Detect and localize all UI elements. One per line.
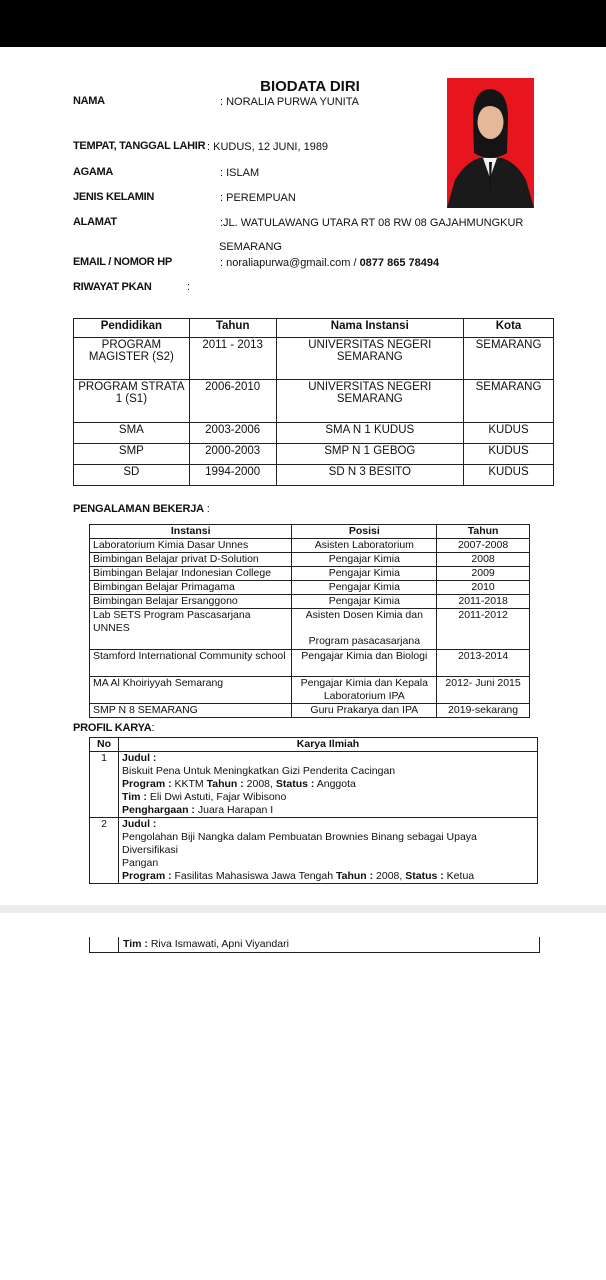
karya-program: Fasilitas Mahasiswa Jawa Tengah: [171, 870, 336, 882]
table-row: [74, 465, 554, 486]
edu-cell: 2003-2006: [189, 423, 276, 444]
header-tahun: Tahun: [189, 319, 276, 338]
karya-detail: [119, 818, 538, 884]
work-cell: Lab SETS Program Pascasarjana UNNES: [90, 609, 292, 650]
header-nama-instansi: Nama Instansi: [276, 319, 464, 338]
work-cell: Guru Prakarya dan IPA: [292, 704, 437, 718]
education-table: [73, 318, 554, 486]
work-header-row: [90, 525, 530, 539]
header-tahun: Tahun: [437, 525, 530, 539]
work-cell: Bimbingan Belajar Primagama: [90, 581, 292, 595]
phone-number: 0877 865 78494: [359, 257, 440, 269]
work-cell: Pengajar Kimia: [292, 595, 437, 609]
edu-cell: KUDUS: [464, 423, 554, 444]
karya-tahun: 2008,: [373, 870, 406, 882]
table-row: [90, 595, 530, 609]
tahun-label: Tahun :: [206, 778, 244, 790]
column-divider: [118, 937, 119, 952]
table-row: [74, 444, 554, 465]
table-row: [90, 567, 530, 581]
nama-value: : NORALIA PURWA YUNITA: [220, 96, 359, 108]
table-row: [74, 423, 554, 444]
jenis-kelamin-label: JENIS KELAMIN: [73, 191, 155, 203]
profile-photo: [447, 78, 534, 208]
work-title-colon: :: [203, 503, 210, 515]
edu-cell: SMP: [74, 444, 190, 465]
karya-section-title: [73, 722, 154, 734]
email-text: : noraliapurwa@gmail.com /: [220, 257, 360, 269]
edu-cell: 2011 - 2013: [189, 338, 276, 380]
page-title: BIODATA DIRI: [260, 78, 360, 95]
karya-status: Ketua: [443, 870, 475, 882]
table-row: [90, 650, 530, 677]
edu-cell: SMP N 1 GEBOG: [276, 444, 464, 465]
ttl-value: : KUDUS, 12 JUNI, 1989: [207, 141, 329, 153]
work-cell: 2011-2018: [437, 595, 530, 609]
work-cell: MA Al Khoiriyyah Semarang: [90, 677, 292, 704]
work-cell: Bimbingan Belajar privat D-Solution: [90, 553, 292, 567]
alamat-value: :JL. WATULAWANG UTARA RT 08 RW 08 GAJAHMUNGKUR: [220, 217, 524, 229]
table-row: [90, 553, 530, 567]
judul-label: Judul :: [122, 818, 157, 830]
work-cell: 2011-2012: [437, 609, 530, 650]
work-cell: [292, 609, 437, 650]
agama-label: AGAMA: [73, 166, 114, 178]
edu-cell: 1994-2000: [189, 465, 276, 486]
work-cell: 2012- Juni 2015: [437, 677, 530, 704]
header-posisi: Posisi: [292, 525, 437, 539]
work-cell: Stamford International Community school: [90, 650, 292, 677]
riwayat-pkan-label: RIWAYAT PKAN: [73, 281, 152, 293]
karya-continuation-row: [89, 937, 540, 953]
penghargaan-label: Penghargaan :: [122, 804, 195, 816]
tahun-label: Tahun :: [335, 870, 374, 882]
karya-table: [89, 737, 538, 884]
document-page-1: [0, 47, 606, 905]
karya-tim: Riva Ismawati, Apni Viyandari: [147, 938, 289, 950]
work-cell: Pengajar Kimia: [292, 553, 437, 567]
judul-label: Judul :: [122, 752, 157, 764]
status-bar: [0, 0, 606, 47]
work-cell-line1: Asisten Dosen Kimia dan: [305, 609, 423, 621]
program-label: Program :: [122, 778, 172, 790]
education-header-row: [74, 319, 554, 338]
jenis-kelamin-value: : PEREMPUAN: [220, 192, 296, 204]
edu-cell: 2006-2010: [189, 380, 276, 423]
work-cell: SMP N 8 SEMARANG: [90, 704, 292, 718]
karya-title-text: PROFIL KARYA: [73, 722, 152, 734]
work-cell: Asisten Laboratorium: [292, 539, 437, 553]
karya-detail: [119, 752, 538, 818]
edu-cell: PROGRAM STRATA 1 (S1): [74, 380, 190, 423]
work-cell: 2009: [437, 567, 530, 581]
edu-cell: SMA N 1 KUDUS: [276, 423, 464, 444]
edu-cell: SEMARANG: [464, 380, 554, 423]
edu-cell: KUDUS: [464, 444, 554, 465]
karya-tim: Eli Dwi Astuti, Fajar Wibisono: [146, 791, 287, 803]
karya-no: 2: [90, 818, 119, 884]
edu-cell: UNIVERSITAS NEGERI SEMARANG: [276, 338, 464, 380]
work-cell: 2010: [437, 581, 530, 595]
work-cell: Pengajar Kimia dan Kepala Laboratorium IPA: [292, 677, 437, 704]
nama-label: NAMA: [73, 95, 105, 107]
edu-cell: 2000-2003: [189, 444, 276, 465]
work-table: [89, 524, 530, 718]
karya-judul: Biskuit Pena Untuk Meningkatkan Gizi Penderita Cacingan: [122, 765, 396, 777]
page-separator: [0, 905, 606, 913]
work-cell: 2007-2008: [437, 539, 530, 553]
tim-label: Tim :: [123, 938, 148, 950]
tim-label: Tim :: [122, 791, 147, 803]
work-cell: Bimbingan Belajar Ersanggono: [90, 595, 292, 609]
agama-value: : ISLAM: [220, 167, 260, 179]
work-cell: Pengajar Kimia dan Biologi: [292, 650, 437, 677]
riwayat-pkan-colon: :: [187, 281, 191, 293]
work-cell: Bimbingan Belajar Indonesian College: [90, 567, 292, 581]
table-row: [90, 704, 530, 718]
work-cell: 2008: [437, 553, 530, 567]
header-no: No: [90, 738, 119, 752]
table-row: [90, 539, 530, 553]
ttl-label: TEMPAT, TANGGAL LAHIR: [73, 140, 206, 152]
edu-cell: PROGRAM MAGISTER (S2): [74, 338, 190, 380]
karya-no: 1: [90, 752, 119, 818]
header-kota: Kota: [464, 319, 554, 338]
work-cell: 2019-sekarang: [437, 704, 530, 718]
email-label: EMAIL / NOMOR HP: [73, 256, 172, 268]
edu-cell: SMA: [74, 423, 190, 444]
work-title-text: PENGALAMAN BEKERJA: [73, 503, 204, 515]
karya-status: Anggota: [314, 778, 356, 790]
table-row: [90, 818, 538, 884]
edu-cell: KUDUS: [464, 465, 554, 486]
profile-photo-figure: [447, 78, 534, 208]
status-label: Status :: [405, 870, 444, 882]
edu-cell: SD: [74, 465, 190, 486]
edu-cell: SD N 3 BESITO: [276, 465, 464, 486]
table-row: [90, 609, 530, 650]
email-value: [220, 257, 439, 269]
table-row: [90, 752, 538, 818]
work-cell: 2013-2014: [437, 650, 530, 677]
table-row: [90, 677, 530, 704]
header-pendidikan: Pendidikan: [74, 319, 190, 338]
work-cell-line2: Program pasacasarjana: [308, 635, 421, 647]
work-cell: Pengajar Kimia: [292, 567, 437, 581]
karya-header-row: [90, 738, 538, 752]
karya-tim-line: [123, 938, 289, 950]
table-row: [74, 380, 554, 423]
karya-judul-line2: Pangan: [122, 857, 159, 869]
work-cell: Laboratorium Kimia Dasar Unnes: [90, 539, 292, 553]
karya-program: KKTM: [171, 778, 207, 790]
table-row: [74, 338, 554, 380]
edu-cell: UNIVERSITAS NEGERI SEMARANG: [276, 380, 464, 423]
status-label: Status :: [275, 778, 315, 790]
karya-penghargaan: Juara Harapan I: [194, 804, 274, 816]
document-page-2: [0, 913, 606, 1280]
karya-title-colon: :: [151, 722, 155, 734]
karya-judul: Pengolahan Biji Nangka dalam Pembuatan Brownies Binang sebagai Upaya Diversifikasi: [122, 831, 477, 856]
work-cell: Pengajar Kimia: [292, 581, 437, 595]
header-karya-ilmiah: Karya Ilmiah: [119, 738, 538, 752]
edu-cell: SEMARANG: [464, 338, 554, 380]
table-row: [90, 581, 530, 595]
karya-tahun: 2008,: [243, 778, 276, 790]
alamat-label: ALAMAT: [73, 216, 117, 228]
program-label: Program :: [122, 870, 172, 882]
work-section-title: [73, 503, 210, 515]
alamat-value-line2: SEMARANG: [219, 241, 282, 253]
header-instansi: Instansi: [90, 525, 292, 539]
